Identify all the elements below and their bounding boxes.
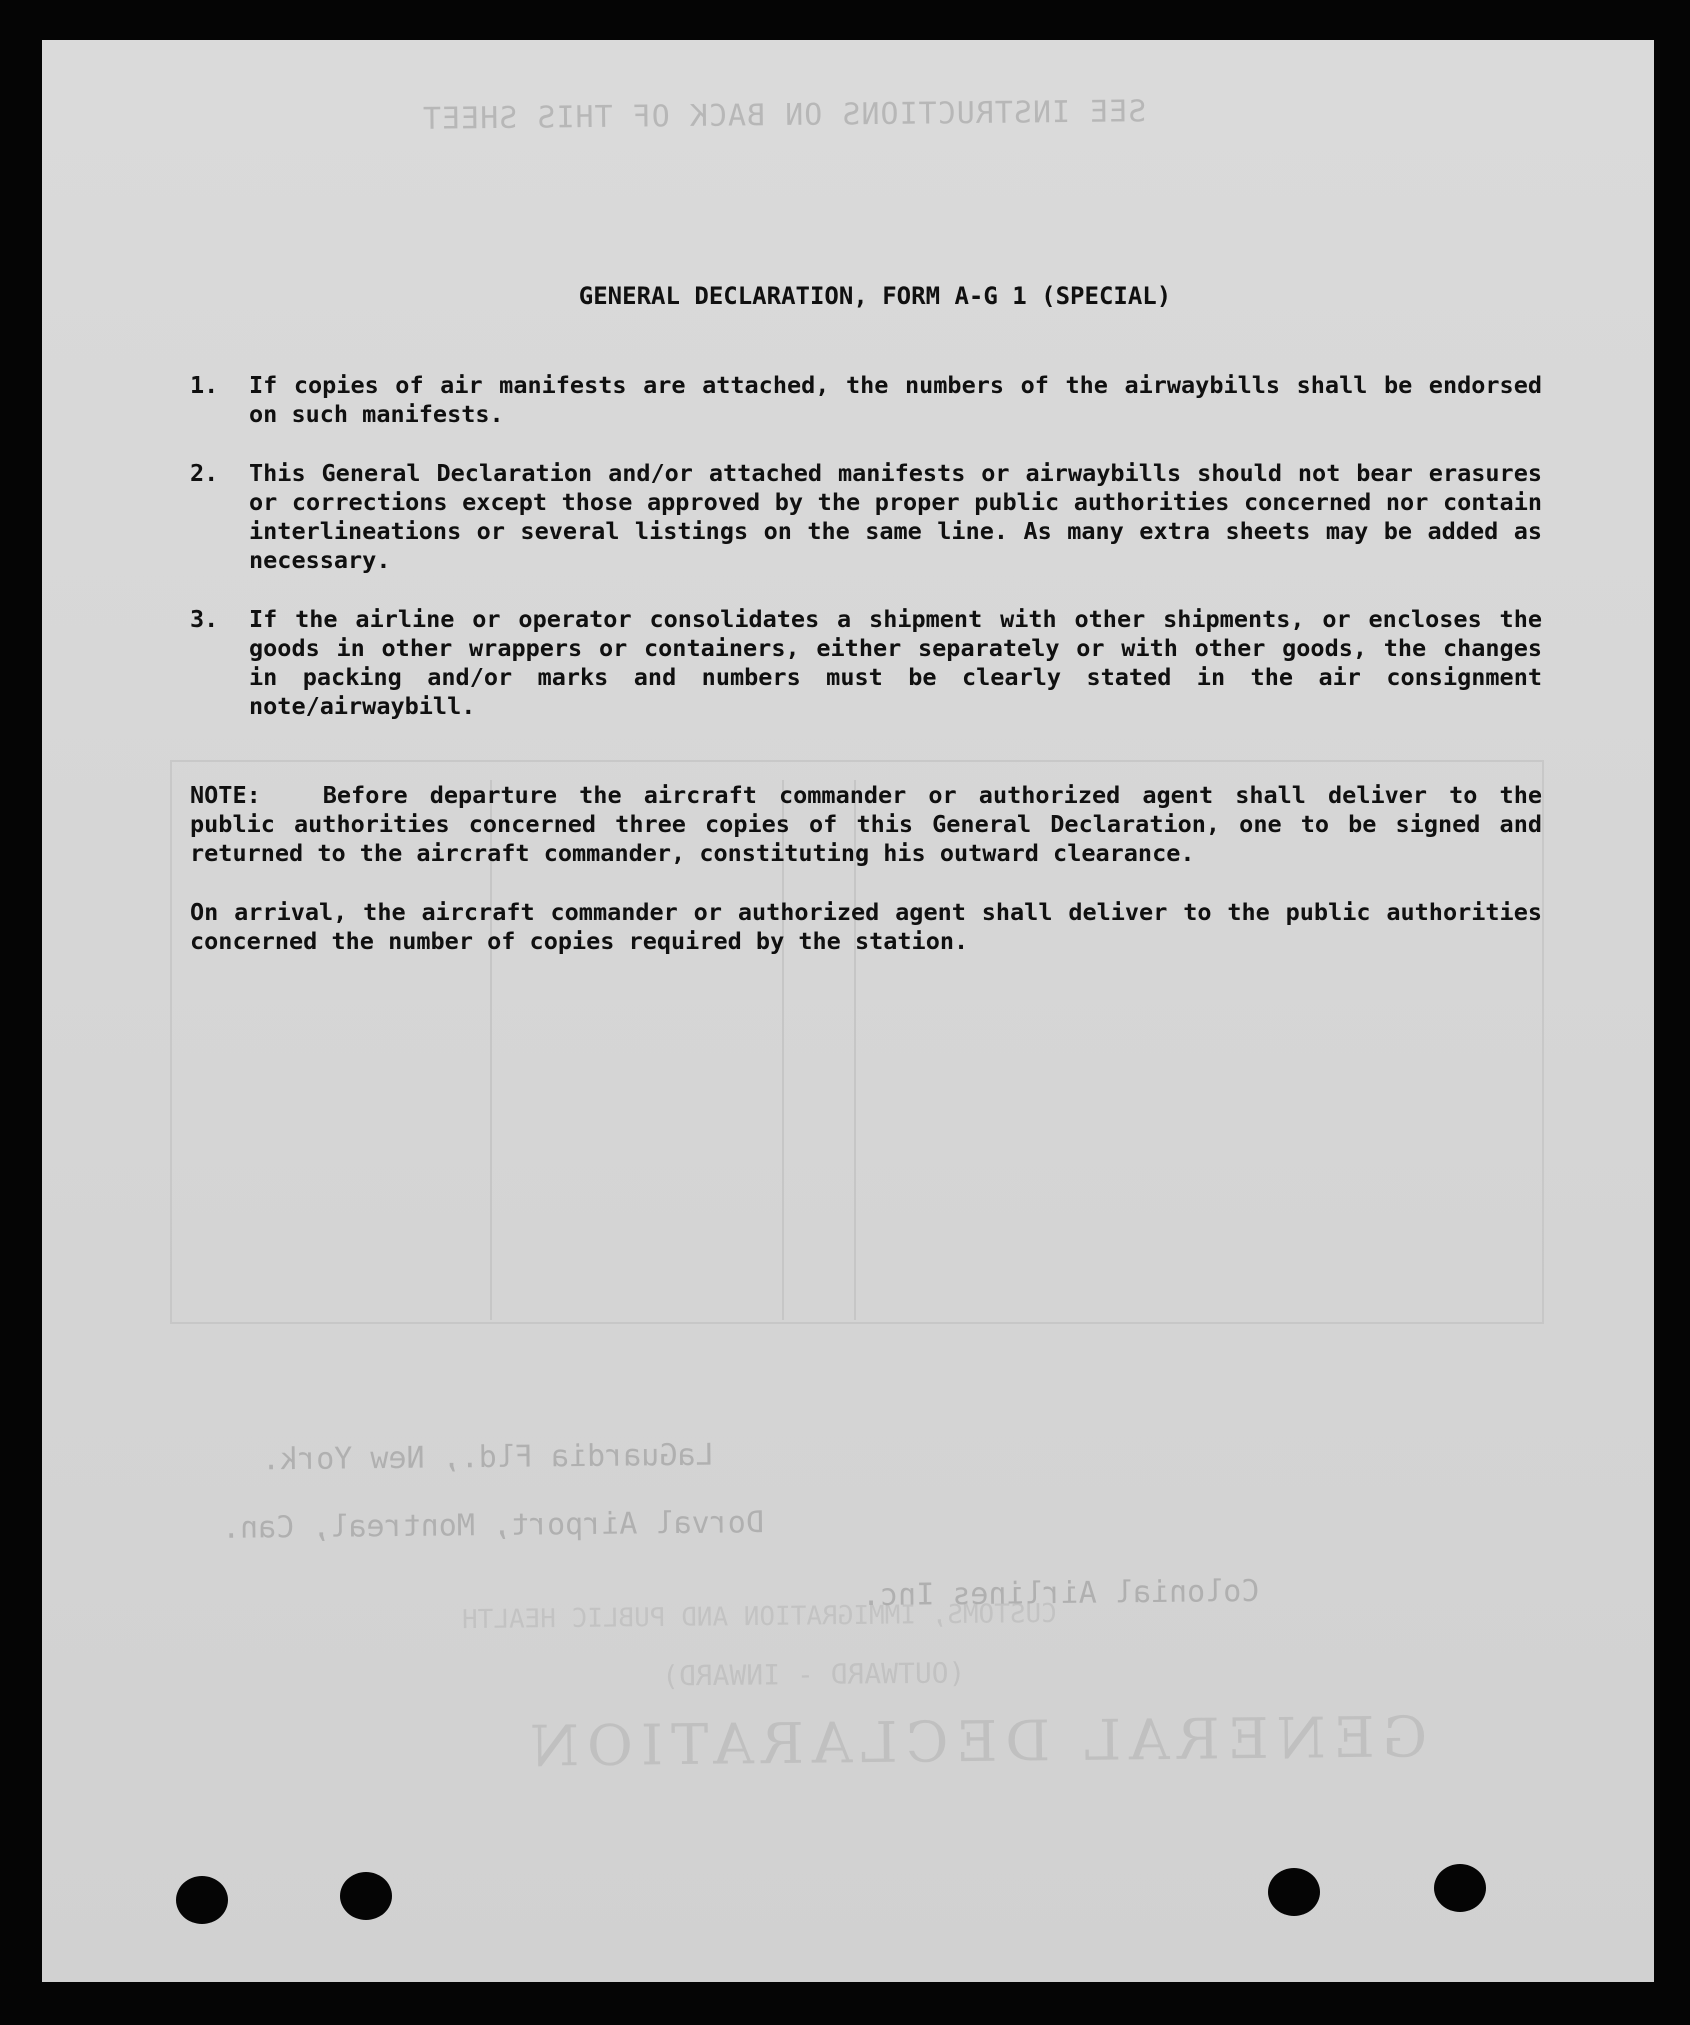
document-page (42, 40, 1654, 1982)
bleed-through-heading: SEE INSTRUCTIONS ON BACK OF THIS SHEET (421, 94, 1147, 137)
punch-hole (340, 1872, 392, 1920)
bleed-through-arrival: LaGuardia Fld., New York. (261, 1437, 714, 1478)
bleed-through-form-title: GENERAL DECLARATION (521, 1705, 1428, 1780)
instruction-number: 2. (190, 459, 219, 487)
instruction-text: If the airline or operator consolidates a shipment with other shipments, or encloses the goods in other wrappers or containers, either separately or with other goods, the changes in packing and/or marks and numbers must be clearly stated in the air consignment note/airwaybill. (249, 605, 1542, 720)
instruction-item (190, 459, 1542, 575)
punch-hole (1434, 1864, 1486, 1912)
bleed-through-operator: Colonial Airlines Inc. (861, 1573, 1260, 1614)
bleed-through-form-subtitle: (OUTWARD - INWARD) (661, 1656, 966, 1693)
punch-hole (1268, 1868, 1320, 1916)
punch-hole (176, 1876, 228, 1924)
instruction-number: 3. (190, 605, 219, 633)
document-body (190, 282, 1542, 956)
arrival-paragraph: On arrival, the aircraft commander or authorized agent shall deliver to the public authorities concerned the number of copies required by the station. (190, 898, 1542, 955)
bleed-through-departure: Dorval Airport, Montreal, Can. (221, 1505, 765, 1546)
note-paragraph (190, 781, 1542, 868)
instruction-item (190, 371, 1542, 429)
document-title: GENERAL DECLARATION, FORM A-G 1 (SPECIAL) (578, 282, 1172, 310)
instruction-number: 1. (190, 371, 219, 399)
note-label: NOTE: (190, 781, 261, 809)
instruction-text: If copies of air manifests are attached, the numbers of the airwaybills shall be endorsed on such manifests. (249, 371, 1542, 428)
note-text: Before departure the aircraft commander or authorized agent shall deliver to the public authorities concerned three copies of this General Declaration, one to be signed and returned to the aircraft commander, constituting his outward clearance. (190, 781, 1542, 867)
instruction-text: This General Declaration and/or attached manifests or airwaybills should not bear erasures or corrections except those approved by the proper public authorities concerned nor contain interlineations or several listings on the same line. As many extra sheets may be added as necessary. (249, 459, 1542, 574)
instruction-item (190, 605, 1542, 721)
bleed-through-section-heading: CUSTOMS, IMMIGRATION AND PUBLIC HEALTH (461, 1598, 1057, 1636)
